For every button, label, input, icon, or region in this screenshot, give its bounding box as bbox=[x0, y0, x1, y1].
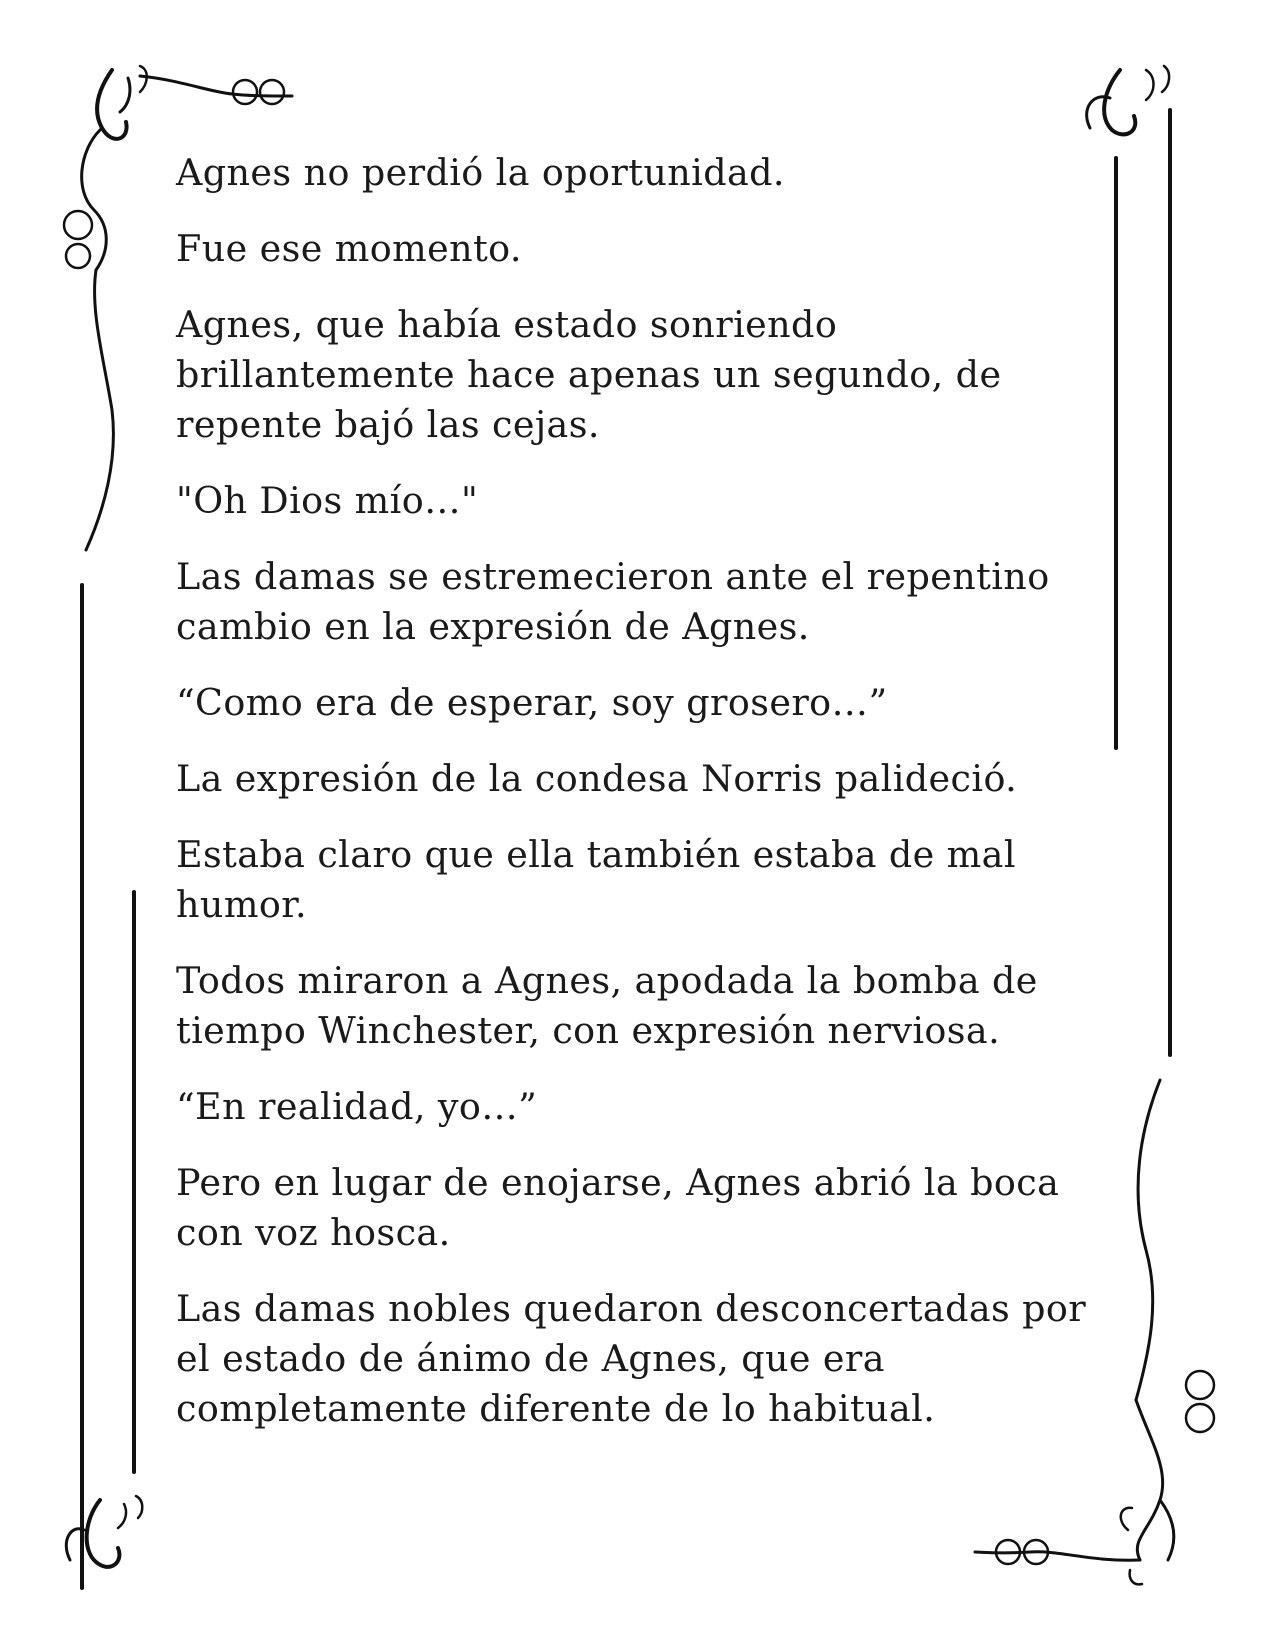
paragraph: Las damas se estremecieron ante el repentino cambio en la expresión de Agnes. bbox=[176, 555, 1050, 648]
paragraph: Todos miraron a Agnes, apodada la bomba de tiempo Winchester, con expresión nerviosa. bbox=[176, 959, 1038, 1052]
paragraph: Agnes, que había estado sonriendo brillantemente hace apenas un segundo, de repente bajó las cejas. bbox=[176, 303, 1002, 446]
top-right-flourish bbox=[1087, 66, 1169, 134]
document-body bbox=[176, 148, 1106, 1460]
bottom-left-flourish bbox=[66, 1496, 142, 1567]
paragraph: “En realidad, yo…” bbox=[176, 1085, 538, 1128]
paragraph: La expresión de la condesa Norris palideció. bbox=[176, 757, 1018, 800]
paragraph: “Como era de esperar, soy grosero…” bbox=[176, 681, 888, 724]
paragraph: "Oh Dios mío…" bbox=[176, 479, 479, 522]
paragraph: Pero en lugar de enojarse, Agnes abrió la boca con voz hosca. bbox=[176, 1161, 1060, 1254]
paragraph: Las damas nobles quedaron desconcertadas por el estado de ánimo de Agnes, que era completamente diferente de lo habitual. bbox=[176, 1287, 1087, 1430]
paragraph: Estaba claro que ella también estaba de mal humor. bbox=[176, 833, 1016, 926]
paragraph: Fue ese momento. bbox=[176, 227, 522, 270]
paragraph: Agnes no perdió la oportunidad. bbox=[176, 151, 785, 194]
